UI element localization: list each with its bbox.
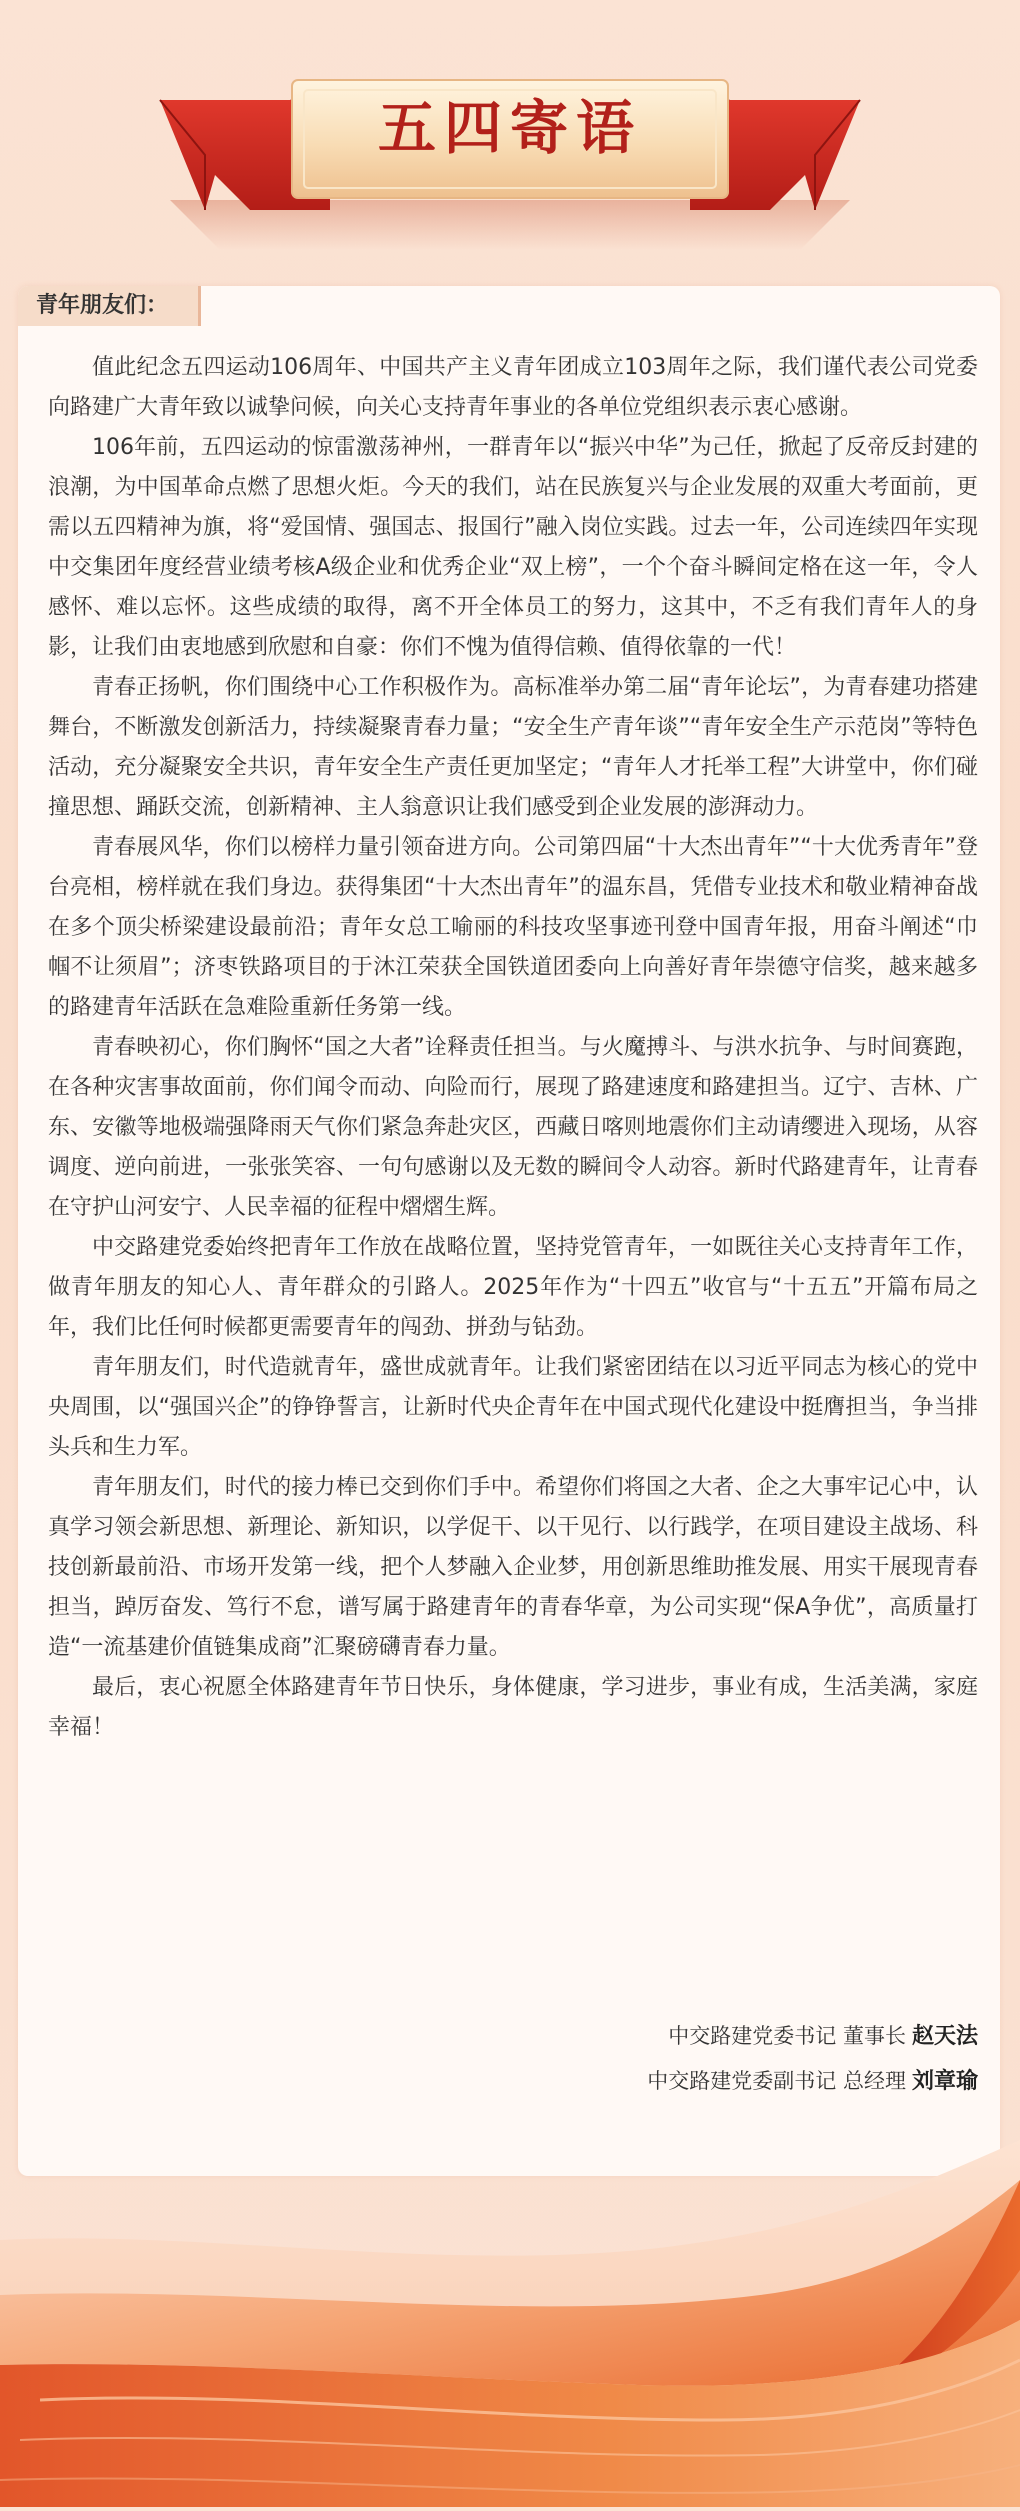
paragraph: 106年前，五四运动的惊雷激荡神州，一群青年以“振兴中华”为己任，掀起了反帝反封建的浪潮，为中国革命点燃了思想火炬。今天的我们，站在民族复兴与企业发展的双重大考面前，更需以五四精神为旗，将“爱国情、强国志、报国行”融入岗位实践。过去一年，公司连续四年实现中交集团年度经营业绩考核A级企业和优秀企业“双上榜”，一个个奋斗瞬间定格在这一年，令人感怀、难以忘怀。这些成绩的取得，离不开全体员工的努力，这其中，不乏有我们青年人的身影，让我们由衷地感到欣慰和自豪：你们不愧为值得信赖、值得依靠的一代！	[48, 435, 978, 660]
paragraph: 青年朋友们，时代造就青年，盛世成就青年。让我们紧密团结在以习近平同志为核心的党中央周围，以“强国兴企”的铮铮誓言，让新时代央企青年在中国式现代化建设中挺膺担当，争当排头兵和生力军。	[48, 1355, 978, 1460]
page-title: 五四寄语	[377, 94, 642, 162]
letter-body	[48, 348, 978, 1748]
signature-title: 中交路建党委副书记 总经理	[647, 2069, 906, 2093]
letter-card	[18, 286, 1000, 2176]
greeting-label: 青年朋友们：	[18, 286, 201, 326]
signature-block	[647, 2014, 978, 2104]
paragraph: 中交路建党委始终把青年工作放在战略位置，坚持党管青年，一如既往关心支持青年工作，做青年朋友的知心人、青年群众的引路人。2025年作为“十四五”收官与“十五五”开篇布局之年，我们比任何时候都更需要青年的闯劲、拼劲与钻劲。	[48, 1235, 978, 1340]
bottom-ribbon-decoration	[0, 2120, 1020, 2507]
signature-name: 刘章瑜	[911, 2069, 978, 2094]
paragraph: 值此纪念五四运动106周年、中国共产主义青年团成立103周年之际，我们谨代表公司党委向路建广大青年致以诚挚问候，向关心支持青年事业的各单位党组织表示衷心感谢。	[48, 355, 978, 420]
signature-line-2	[647, 2059, 978, 2104]
paragraph: 最后，衷心祝愿全体路建青年节日快乐，身体健康，学习进步，事业有成，生活美满，家庭幸福！	[48, 1675, 978, 1740]
title-banner	[0, 0, 1020, 260]
ribbon-graphic	[0, 2120, 1020, 2507]
paragraph: 青春展风华，你们以榜样力量引领奋进方向。公司第四届“十大杰出青年”“十大优秀青年”登台亮相，榜样就在我们身边。获得集团“十大杰出青年”的温东昌，凭借专业技术和敬业精神奋战在多个顶尖桥梁建设最前沿；青年女总工喻丽的科技攻坚事迹刊登中国青年报，用奋斗阐述“巾帼不让须眉”；济枣铁路项目的于沐江荣获全国铁道团委向上向善好青年崇德守信奖，越来越多的路建青年活跃在急难险重新任务第一线。	[48, 835, 978, 1020]
signature-line-1	[647, 2014, 978, 2059]
paragraph: 青春正扬帆，你们围绕中心工作积极作为。高标准举办第二届“青年论坛”，为青春建功搭建舞台，不断激发创新活力，持续凝聚青春力量；“安全生产青年谈”“青年安全生产示范岗”等特色活动，充分凝聚安全共识，青年安全生产责任更加坚定；“青年人才托举工程”大讲堂中，你们碰撞思想、踊跃交流，创新精神、主人翁意识让我们感受到企业发展的澎湃动力。	[48, 675, 978, 820]
signature-title: 中交路建党委书记 董事长	[668, 2024, 906, 2048]
paragraph: 青春映初心，你们胸怀“国之大者”诠释责任担当。与火魔搏斗、与洪水抗争、与时间赛跑，在各种灾害事故面前，你们闻令而动、向险而行，展现了路建速度和路建担当。辽宁、吉林、广东、安徽等地极端强降雨天气你们紧急奔赴灾区，西藏日喀则地震你们主动请缨进入现场，从容调度、逆向前进，一张张笑容、一句句感谢以及无数的瞬间令人动容。新时代路建青年，让青春在守护山河安宁、人民幸福的征程中熠熠生辉。	[48, 1035, 978, 1220]
paragraph: 青年朋友们，时代的接力棒已交到你们手中。希望你们将国之大者、企之大事牢记心中，认真学习领会新思想、新理论、新知识，以学促干、以干见行、以行践学，在项目建设主战场、科技创新最前沿、市场开发第一线，把个人梦融入企业梦，用创新思维助推发展、用实干展现青春担当，踔厉奋发、笃行不怠，谱写属于路建青年的青春华章，为公司实现“保A争优”，高质量打造“一流基建价值链集成商”汇聚磅礴青春力量。	[48, 1475, 978, 1660]
signature-name: 赵天法	[911, 2024, 978, 2049]
